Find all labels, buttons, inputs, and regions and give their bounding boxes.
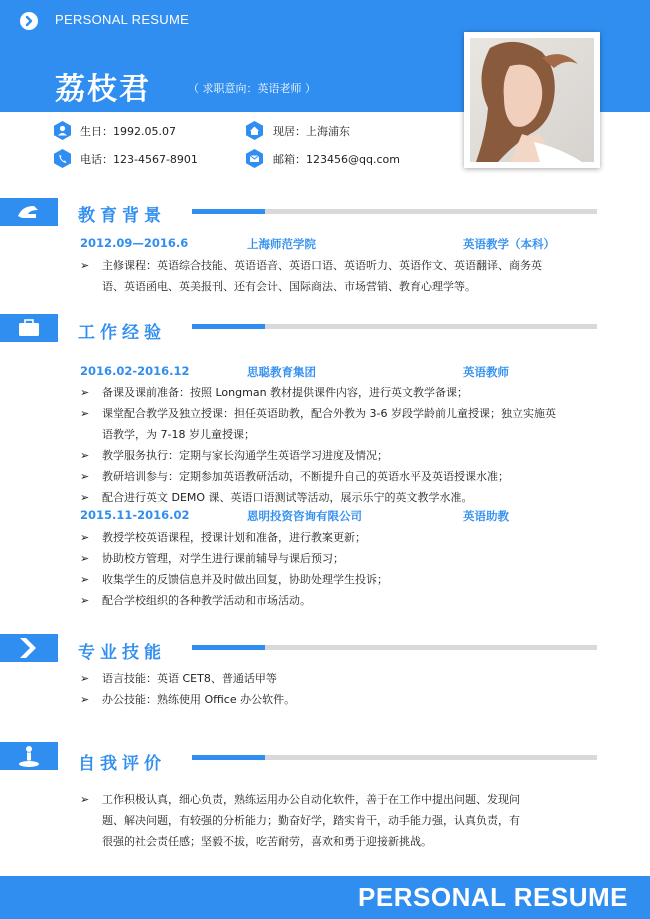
skill-bullet: ➢ 办公技能：熟练使用 Office 办公软件。	[80, 693, 296, 706]
edu-bullet: ➢ 主修课程：英语综合技能、英语语音、英语口语、英语听力、英语作文、英语翻译、商务英 语、英语函电、英美报刊、还有会计、国际商法、市场营销、教育心理学等。	[80, 259, 542, 293]
job1-period: 2016.02-2016.12	[80, 364, 190, 378]
education-title: 教育背景	[78, 206, 166, 226]
skill-bullet: ➢ 语言技能：英语 CET8、普通话甲等	[80, 672, 277, 685]
section-divider-accent	[192, 645, 265, 650]
residence: 现居：上海浦东	[273, 125, 350, 138]
job2-bullet: ➢ 协助校方管理，对学生进行课前辅导与课后预习；	[80, 552, 344, 565]
mail-icon	[246, 149, 263, 168]
top-label: PERSONAL RESUME	[55, 12, 190, 27]
job2-bullet: ➢ 收集学生的反馈信息并及时做出回复，协助处理学生投诉；	[80, 573, 388, 586]
job2-bullet: ➢ 教授学校英语课程，授课计划和准备，进行教案更新；	[80, 531, 366, 544]
job1-bullet: ➢ 课堂配合教学及独立授课：担任英语助教，配合外教为 3-6 岁段学龄前儿童授课；独立实施英 语教学，为 7-18 岁儿童授课；	[80, 407, 556, 441]
edu-major: 英语教学（本科）	[463, 237, 555, 251]
self-eval-bullet: ➢ 工作积极认真，细心负责，熟练运用办公自动化软件，善于在工作中提出问题、发现问 题、解决问题，有较强的分析能力；勤奋好学，踏实肯干，动手能力强，认真负责，有 很强的社会责任感；坚毅不拔，吃苦耐劳，喜欢和勇于迎接新挑战。	[80, 793, 520, 848]
phone-icon	[54, 149, 71, 168]
chevron-right-icon	[20, 12, 38, 30]
skills-tab	[0, 634, 58, 662]
job1-bullet: ➢ 教研培训参与：定期参加英语教研活动，不断提升自己的英语水平及英语授课水准；	[80, 470, 509, 483]
section-divider-accent	[192, 209, 265, 214]
job1-company: 思聪教育集团	[247, 365, 316, 379]
person-icon	[54, 121, 71, 140]
job1-bullet: ➢ 配合进行英文 DEMO 课、英语口语测试等活动，展示乐宁的英文教学水准。	[80, 491, 473, 504]
self-eval-title: 自我评价	[78, 754, 166, 774]
skills-title: 专业技能	[78, 643, 166, 663]
work-tab	[0, 314, 58, 342]
job1-bullet: ➢ 备课及课前准备：按照 Longman 教材提供课件内容，进行英文教学备课；	[80, 386, 469, 399]
edu-period: 2012.09—2016.6	[80, 236, 189, 250]
footer-title: PERSONAL RESUME	[358, 882, 628, 912]
job1-bullet: ➢ 教学服务执行：定期与家长沟通学生英语学习进度及情况；	[80, 449, 388, 462]
birthday: 生日：1992.05.07	[80, 125, 176, 138]
job2-bullet: ➢ 配合学校组织的各种教学活动和市场活动。	[80, 594, 311, 607]
candidate-name: 荔枝君	[55, 72, 151, 107]
section-divider-accent	[192, 324, 265, 329]
phone: 电话：123-4567-8901	[80, 153, 198, 166]
section-divider-accent	[192, 755, 265, 760]
job1-role: 英语教师	[463, 365, 509, 379]
email: 邮箱：123456@qq.com	[273, 153, 400, 166]
self-eval-tab	[0, 742, 58, 770]
profile-photo	[464, 32, 600, 168]
home-icon	[246, 121, 263, 140]
job-objective: （ 求职意向：英语老师 ）	[188, 82, 316, 95]
work-title: 工作经验	[78, 323, 166, 343]
job2-period: 2015.11-2016.02	[80, 508, 190, 522]
edu-school: 上海师范学院	[247, 237, 316, 251]
job2-role: 英语助教	[463, 509, 509, 523]
education-tab	[0, 198, 58, 226]
job2-company: 恩明投资咨询有限公司	[247, 509, 362, 523]
